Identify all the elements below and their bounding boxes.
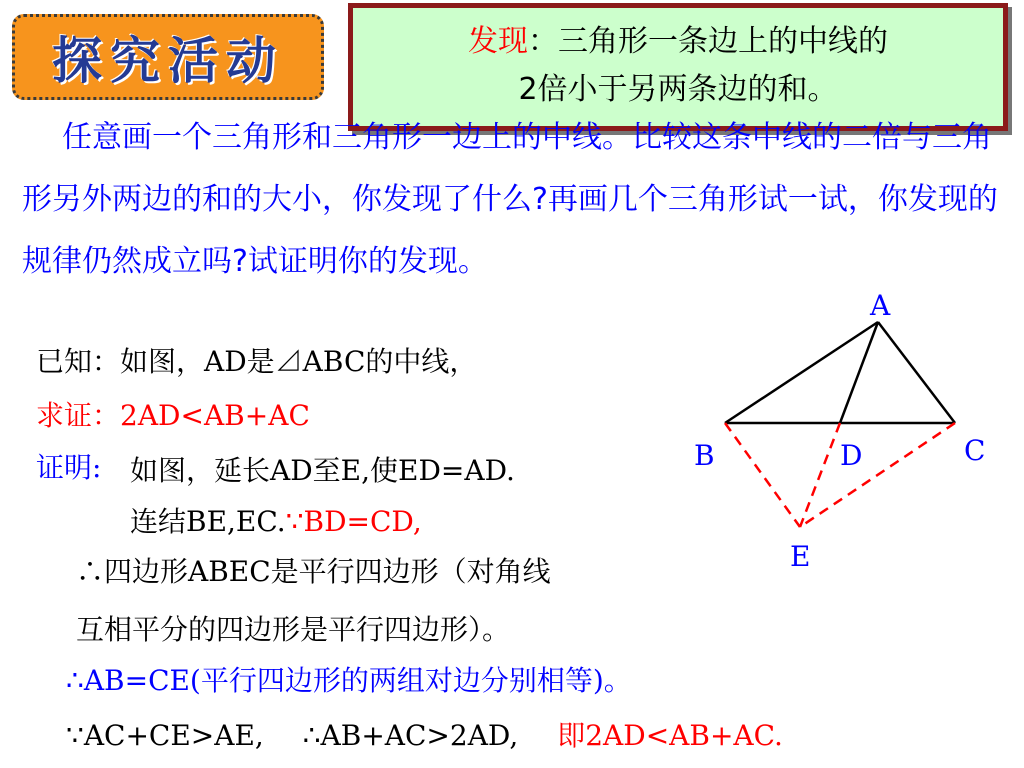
proof-step-6b: ∴AB+AC>2AD,	[302, 719, 519, 752]
proof-step-1: 如图，延长AD至E,使ED=AD.	[130, 454, 515, 487]
discovery-label: 发现	[468, 24, 528, 59]
segment-ce	[800, 423, 955, 527]
segment-ab	[725, 322, 878, 423]
extension-de	[800, 423, 840, 527]
proof-step-5: ∴AB=CE(平行四边形的两组对边分别相等)。	[66, 664, 632, 697]
label-e: E	[790, 540, 811, 573]
segment-be	[725, 423, 800, 527]
activity-title: 探究活动	[52, 32, 284, 90]
label-b: B	[694, 439, 715, 472]
segment-ac	[878, 322, 955, 423]
given-statement: 已知：如图，AD是⊿ABC的中线，	[36, 345, 478, 378]
prove-label: 求证：	[36, 399, 121, 432]
proof-step-4: 互相平分的四边形是平行四边形）。	[76, 613, 511, 646]
prove-statement	[36, 394, 310, 434]
label-a: A	[870, 289, 891, 322]
proof-step-3: ∴四边形ABEC是平行四边形（对角线	[76, 555, 551, 588]
activity-badge	[12, 14, 324, 100]
discovery-line-1	[353, 18, 1003, 66]
discovery-text-2: 2倍小于另两条边的和。	[518, 72, 838, 107]
proof-step-2a: 连结BE,EC.	[130, 505, 286, 538]
discovery-colon: ：	[528, 24, 558, 59]
label-c: C	[964, 434, 986, 467]
prove-text: 2AD<AB+AC	[120, 399, 310, 432]
proof-step-2	[130, 500, 422, 540]
task-paragraph: 任意画一个三角形和三角形一边上的中线。比较这条中线的二倍与三角形另外两边的和的大小，你发现了什么?再画几个三角形试一试，你发现的规律仍然成立吗?试证明你的发现。	[22, 120, 998, 279]
proof-step-6a: ∵AC+CE>AE,	[66, 719, 264, 752]
proof-label: 证明:	[36, 451, 102, 484]
proof-step-6c: 即2AD<AB+AC.	[557, 719, 783, 752]
label-d: D	[840, 439, 863, 472]
proof-step-2b: ∵BD=CD,	[285, 505, 422, 538]
median-ad	[840, 322, 878, 423]
discovery-text-1: 三角形一条边上的中线的	[558, 24, 888, 59]
triangle-figure	[690, 280, 1010, 590]
proof-step-6	[66, 714, 783, 754]
